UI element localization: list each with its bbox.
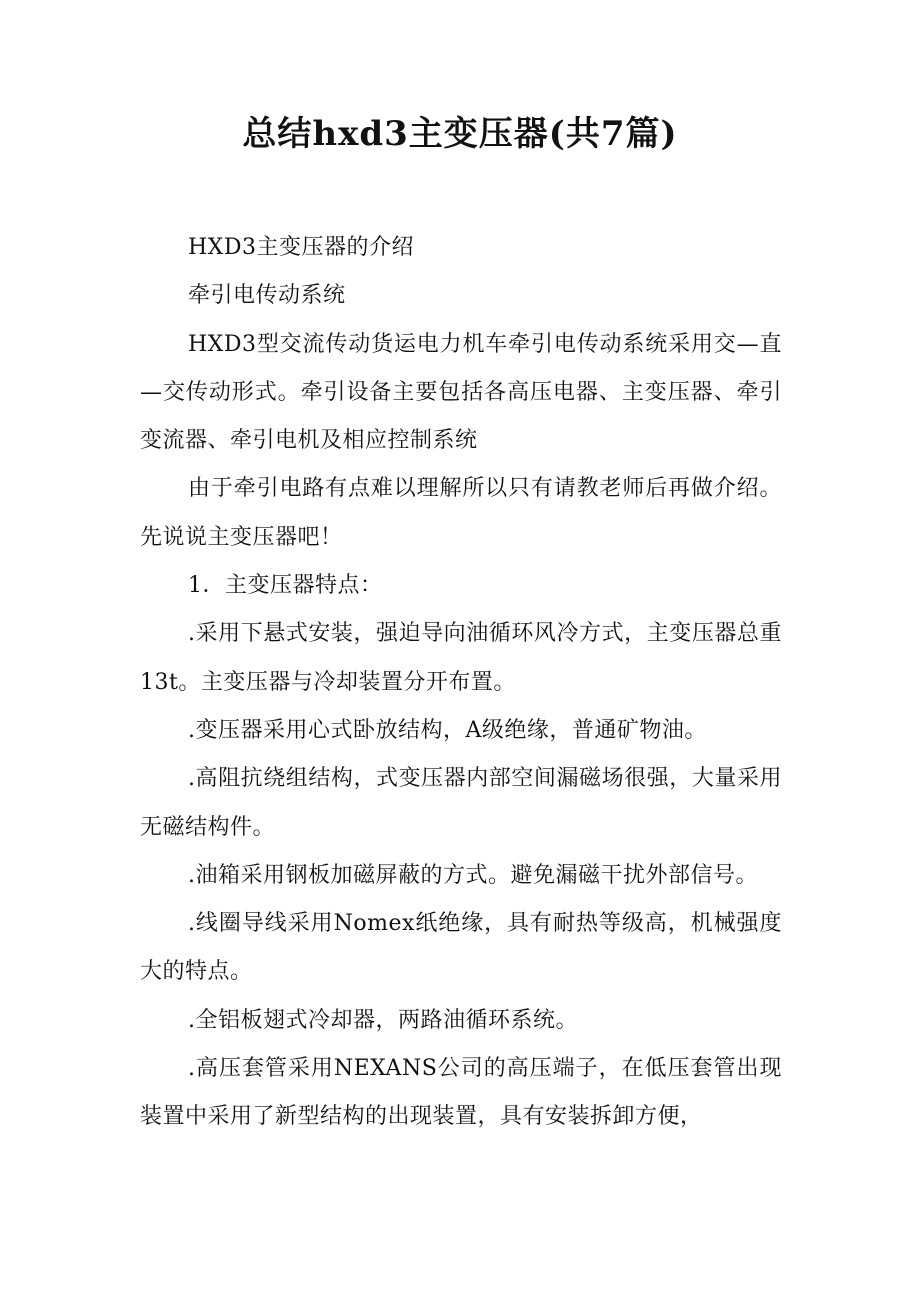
paragraph: .变压器采用心式卧放结构，A级绝缘，普通矿物油。 (188, 717, 707, 743)
paragraph: .采用下悬式安装，强迫导向油循环风冷方式，主变压器总重13t。主变压器与冷却装置分开布置。 (140, 621, 782, 695)
paragraph-intro-heading: HXD3主变压器的介绍 (188, 235, 414, 260)
paragraph: .全铝板翅式冷却器，两路油循环系统。 (188, 1007, 578, 1033)
paragraph-section-heading: 1．主变压器特点： (188, 573, 383, 599)
paragraph: .油箱采用钢板加磁屏蔽的方式。避免漏磁干扰外部信号。 (188, 862, 758, 888)
paragraph: 由于牵引电路有点难以理解所以只有请教老师后再做介绍。先说说主变压器吧！ (140, 476, 782, 550)
paragraph: HXD3型交流传动货运电力机车牵引电传动系统采用交—直—交传动形式。牵引设备主要包括各高压电器、主变压器、牵引变流器、牵引电机及相应控制系统 (140, 331, 782, 454)
paragraph: .高压套管采用NEXANS公司的高压端子，在低压套管出现装置中采用了新型结构的出现装置，具有安装拆卸方便， (140, 1056, 782, 1130)
paragraph: .线圈导线采用Nomex纸绝缘，具有耐热等级高，机械强度大的特点。 (140, 911, 782, 985)
document-title: 总结hxd3主变压器(共7篇) (242, 114, 678, 154)
paragraph-system-heading: 牵引电传动系统 (188, 283, 346, 309)
document-body (140, 224, 782, 1142)
paragraph: .高阻抗绕组结构，式变压器内部空间漏磁场很强，大量采用无磁结构件。 (140, 766, 782, 840)
